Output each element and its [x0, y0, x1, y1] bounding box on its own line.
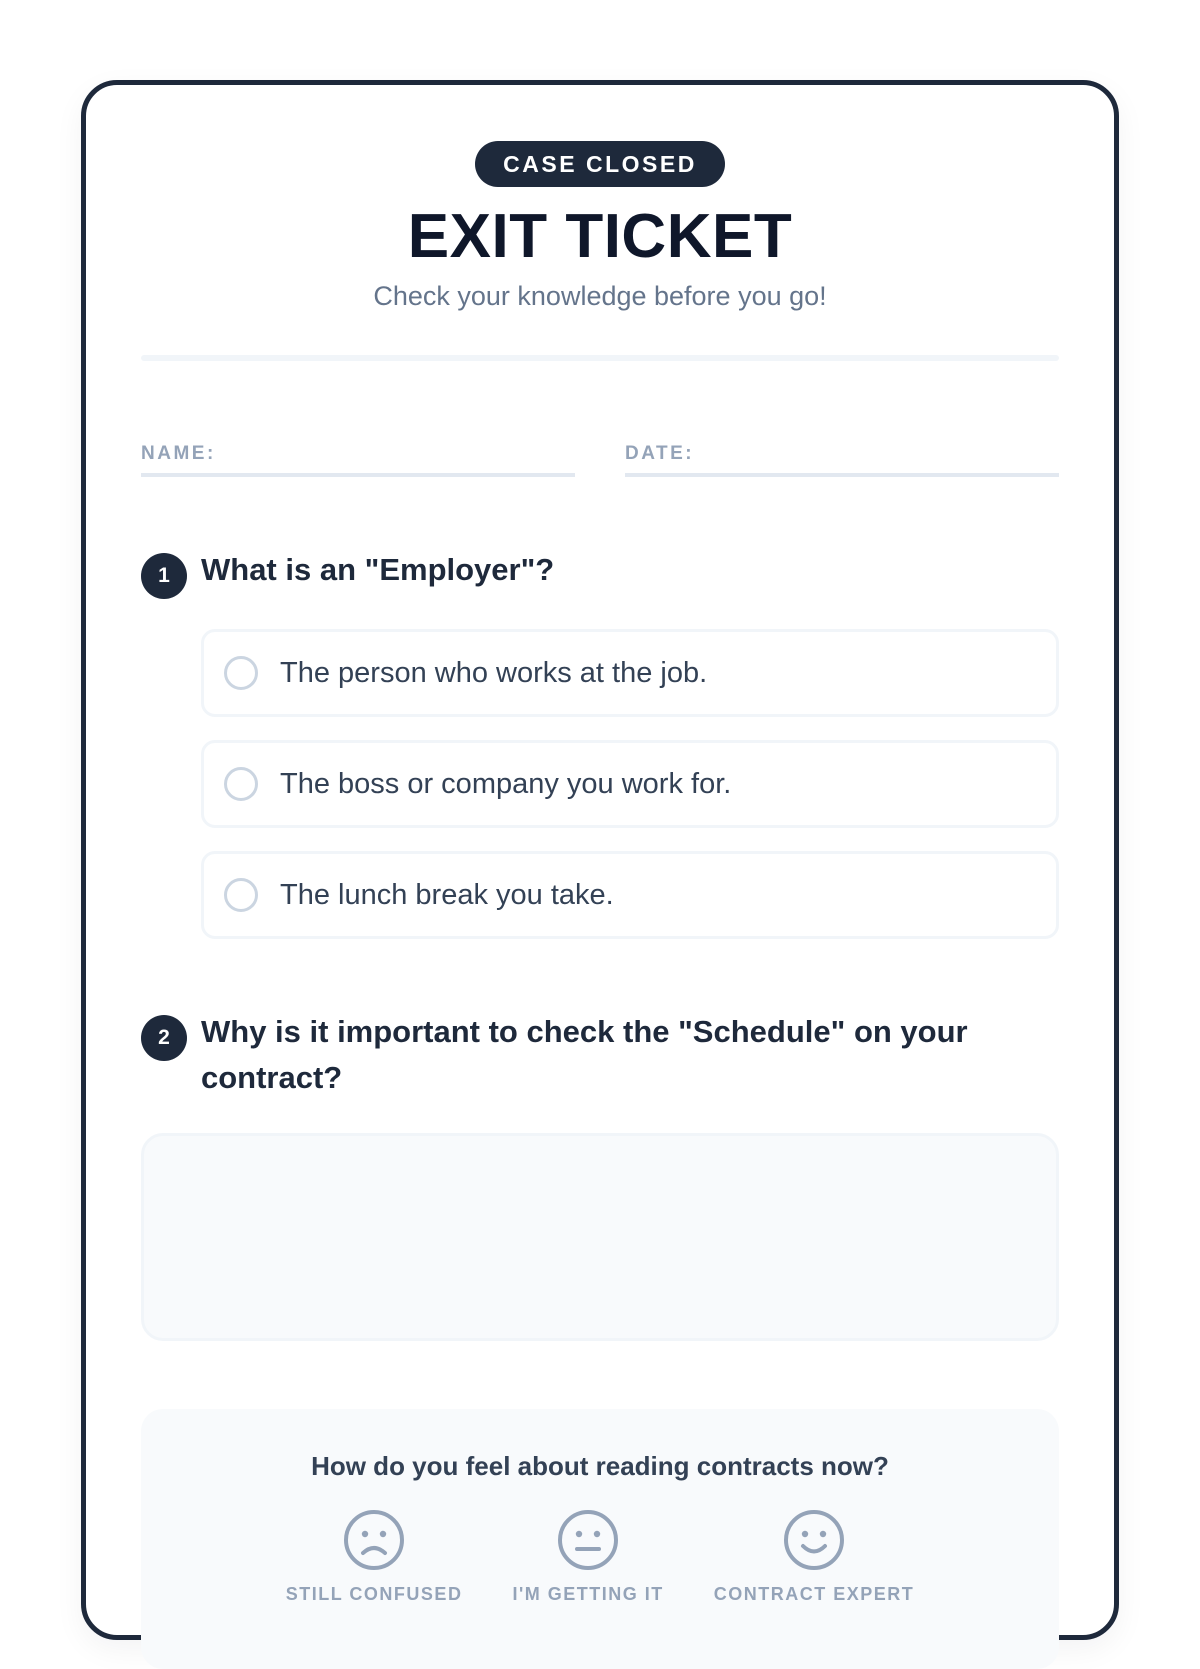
question-2	[141, 1009, 1059, 1101]
card-content	[141, 85, 1059, 1669]
feelings-question: How do you feel about reading contracts now?	[311, 1451, 889, 1481]
radio-circle-icon[interactable]	[224, 878, 258, 912]
page-subtitle: Check your knowledge before you go!	[373, 281, 827, 311]
radio-circle-icon[interactable]	[224, 767, 258, 801]
feelings-panel	[141, 1409, 1059, 1669]
feeling-still-confused[interactable]	[286, 1508, 463, 1605]
option-lunch-break[interactable]	[201, 851, 1059, 939]
feelings-options	[141, 1508, 1059, 1605]
question-number-1: 1	[141, 553, 187, 599]
question-number-2: 2	[141, 1015, 187, 1061]
neutral-face-icon[interactable]	[556, 1508, 620, 1572]
feeling-contract-expert[interactable]	[714, 1508, 915, 1605]
ticket-header	[141, 85, 1059, 361]
option-employee[interactable]	[201, 629, 1059, 717]
page-title: EXIT TICKET	[407, 202, 793, 271]
question-text-2: Why is it important to check the "Schedule" on your contract?	[201, 1014, 968, 1095]
question-1	[141, 547, 1059, 599]
feeling-label: I'M GETTING IT	[512, 1584, 664, 1604]
case-closed-badge: CASE CLOSED	[475, 141, 725, 187]
date-field[interactable]	[625, 443, 1059, 477]
sad-face-icon[interactable]	[342, 1508, 406, 1572]
question-1-options	[201, 629, 1059, 939]
question-text-1: What is an "Employer"?	[201, 552, 555, 587]
header-divider	[141, 355, 1059, 361]
exit-ticket-card	[81, 80, 1119, 1640]
option-boss-company[interactable]	[201, 740, 1059, 828]
date-label: DATE:	[625, 443, 695, 464]
feeling-label: STILL CONFUSED	[285, 1584, 463, 1604]
radio-circle-icon[interactable]	[224, 656, 258, 690]
option-label: The person who works at the job.	[280, 656, 708, 689]
student-fields	[141, 443, 1059, 477]
option-label: The lunch break you take.	[280, 878, 614, 911]
name-field[interactable]	[141, 443, 575, 477]
feeling-getting-it[interactable]	[512, 1508, 663, 1605]
option-label: The boss or company you work for.	[280, 767, 732, 800]
happy-face-icon[interactable]	[782, 1508, 846, 1572]
feeling-label: CONTRACT EXPERT	[713, 1584, 915, 1604]
name-label: NAME:	[141, 443, 216, 464]
answer-textarea[interactable]	[141, 1133, 1059, 1341]
